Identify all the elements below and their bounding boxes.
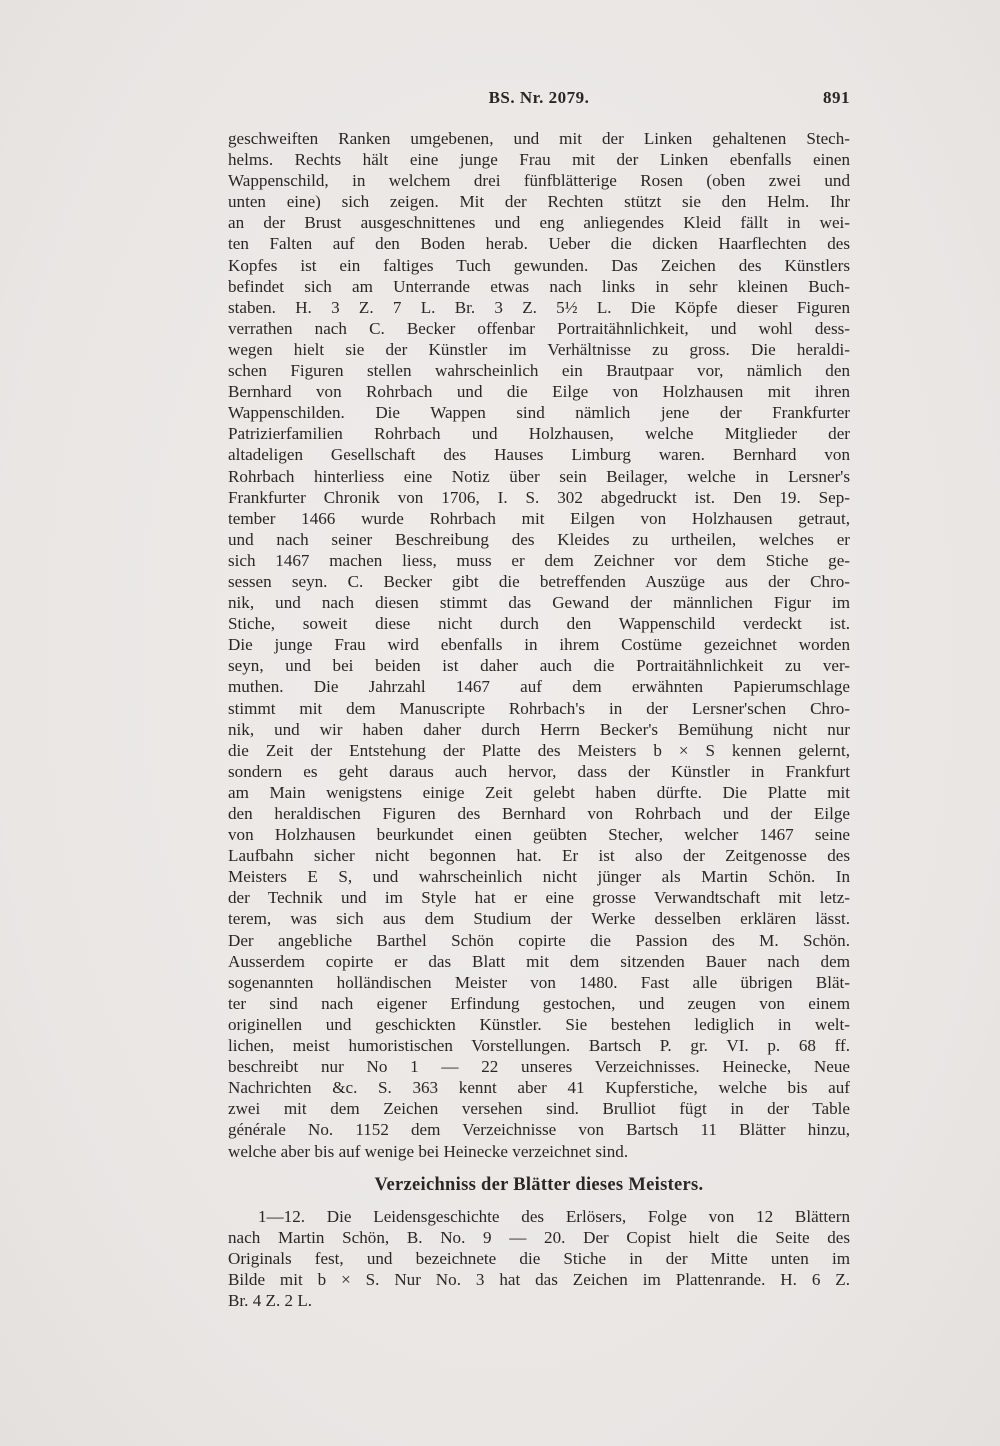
page-number: 891 (823, 88, 850, 107)
text-line: Rohrbach hinterliess eine Notiz über sein Beilager, welche in Lersner's (228, 466, 850, 486)
text-line: Wappenschilden. Die Wappen sind nämlich jene der Frankfurter (228, 403, 850, 423)
text-line: stimmt mit dem Manuscripte Rohrbach's in der Lersner'schen Chro- (228, 698, 850, 718)
text-line: lichen, meist humoristischen Vorstellungen. Bartsch P. gr. VI. p. 68 ff. (228, 1036, 850, 1056)
text-line: nik, und nach diesen stimmt das Gewand der männlichen Figur im (228, 593, 850, 613)
text-line: zwei mit dem Zeichen versehen sind. Brulliot fügt in der Table (228, 1099, 850, 1119)
text-line: und nach seiner Beschreibung des Kleides zu urtheilen, welches er (228, 529, 850, 549)
text-line: unten eine) sich zeigen. Mit der Rechten stützt sie den Helm. Ihr (228, 192, 850, 212)
text-line: tember 1466 wurde Rohrbach mit Eilgen von Holzhausen getraut, (228, 508, 850, 528)
text-line: wegen hielt sie der Künstler im Verhältnisse zu gross. Die heraldi- (228, 339, 850, 359)
text-line: staben. H. 3 Z. 7 L. Br. 3 Z. 5½ L. Die Köpfe dieser Figuren (228, 297, 850, 317)
text-line: Patrizierfamilien Rohrbach und Holzhausen, welche Mitglieder der (228, 424, 850, 444)
text-line: Bernhard von Rohrbach und die Eilge von Holzhausen mit ihren (228, 382, 850, 402)
text-line: originellen und geschickten Künstler. Sie bestehen lediglich in welt- (228, 1014, 850, 1034)
text-line: Die junge Frau wird ebenfalls in ihrem Costüme gezeichnet worden (228, 635, 850, 655)
body-text (228, 128, 850, 1311)
running-head (228, 88, 850, 116)
paragraph-main (228, 128, 850, 1162)
text-line: welche aber bis auf wenige bei Heinecke verzeichnet sind. (228, 1141, 629, 1161)
text-line: altadeligen Gesellschaft des Hauses Limburg waren. Bernhard von (228, 445, 850, 465)
text-line: Wappenschild, in welchem drei fünfblätterige Rosen (oben zwei und (228, 171, 850, 191)
text-line: beschreibt nur No 1 — 22 unseres Verzeichnisses. Heinecke, Neue (228, 1057, 850, 1077)
text-line: ter sind nach eigener Erfindung gestochen, und zeugen von einem (228, 993, 850, 1013)
text-line: sessen seyn. C. Becker gibt die betreffenden Auszüge aus der Chro- (228, 571, 850, 591)
text-line: Ausserdem copirte er das Blatt mit dem sitzenden Bauer nach dem (228, 951, 850, 971)
text-line: Br. 4 Z. 2 L. (228, 1290, 313, 1310)
section-heading: Verzeichniss der Blätter dieses Meisters. (374, 1174, 704, 1195)
text-line: die Zeit der Entstehung der Platte des Meisters b × S kennen gelernt, (228, 740, 850, 760)
text-line: verrathen nach C. Becker offenbar Portraitähnlichkeit, und wohl dess- (228, 318, 850, 338)
text-line: sich 1467 machen liess, muss er dem Zeichner vor dem Stiche ge- (228, 550, 850, 570)
text-line: générale No. 1152 dem Verzeichnisse von Bartsch 11 Blätter hinzu, (228, 1120, 850, 1140)
text-line: Bilde mit b × S. Nur No. 3 hat das Zeichen im Plattenrande. H. 6 Z. (228, 1269, 850, 1289)
text-line: Kopfes ist ein faltiges Tuch gewunden. Das Zeichen des Künstlers (228, 255, 850, 275)
text-line: geschweiften Ranken umgebenen, und mit der Linken gehaltenen Stech- (228, 129, 850, 148)
text-line: Nachrichten &c. S. 363 kennt aber 41 Kupferstiche, welche bis auf (228, 1078, 850, 1098)
text-line: sogenannten holländischen Meister von 1480. Fast alle übrigen Blät- (228, 972, 850, 992)
text-line: nach Martin Schön, B. No. 9 — 20. Der Copist hielt die Seite des (228, 1227, 850, 1247)
text-line: ten Falten auf den Boden herab. Ueber die dicken Haarflechten des (228, 234, 850, 254)
text-line: Der angebliche Barthel Schön copirte die Passion des M. Schön. (228, 930, 850, 950)
text-line: nik, und wir haben daher durch Herrn Becker's Bemühung nicht nur (228, 719, 850, 739)
text-line: Originals fest, und bezeichnete die Stiche in der Mitte unten im (228, 1248, 850, 1268)
text-line: Frankfurter Chronik von 1706, I. S. 302 abgedruckt ist. Den 19. Sep- (228, 487, 850, 507)
text-line: Laufbahn sicher nicht begonnen hat. Er ist also der Zeitgenosse des (228, 846, 850, 866)
paragraph-catalog-entry (228, 1206, 850, 1311)
text-line: den heraldischen Figuren des Bernhard von Rohrbach und der Eilge (228, 804, 850, 823)
text-line: am Main wenigstens einige Zeit gelebt haben dürfte. Die Platte mit (228, 782, 850, 802)
text-line: sondern es geht daraus auch hervor, dass der Künstler in Frankfurt (228, 761, 850, 781)
catalog-reference: BS. Nr. 2079. (488, 88, 590, 107)
text-line: terem, was sich aus dem Studium der Werke desselben erklären lässt. (228, 909, 850, 929)
text-line: schen Figuren stellen wahrscheinlich ein Brautpaar vor, nämlich den (228, 361, 850, 381)
text-line: seyn, und bei beiden ist daher auch die Portraitähnlichkeit zu ver- (228, 656, 850, 676)
text-line: Stiche, soweit diese nicht durch den Wappenschild verdeckt ist. (228, 614, 850, 634)
text-line: der Technik und im Style hat er eine grosse Verwandtschaft mit letz- (228, 888, 850, 908)
text-line: helms. Rechts hält eine junge Frau mit der Linken ebenfalls einen (228, 150, 850, 170)
text-line: 1—12. Die Leidensgeschichte des Erlösers, Folge von 12 Blättern (258, 1206, 850, 1226)
text-line: befindet sich am Unterrande etwas nach links in sehr kleinen Buch- (228, 276, 850, 296)
text-line: Meisters E S, und wahrscheinlich nicht jünger als Martin Schön. In (228, 867, 850, 887)
text-line: an der Brust ausgeschnittenes und eng anliegendes Kleid fällt in wei- (228, 213, 850, 233)
text-line: muthen. Die Jahrzahl 1467 auf dem erwähnten Papierumschlage (228, 677, 850, 697)
text-line: von Holzhausen beurkundet einen geübten Stecher, welcher 1467 seine (228, 825, 850, 845)
